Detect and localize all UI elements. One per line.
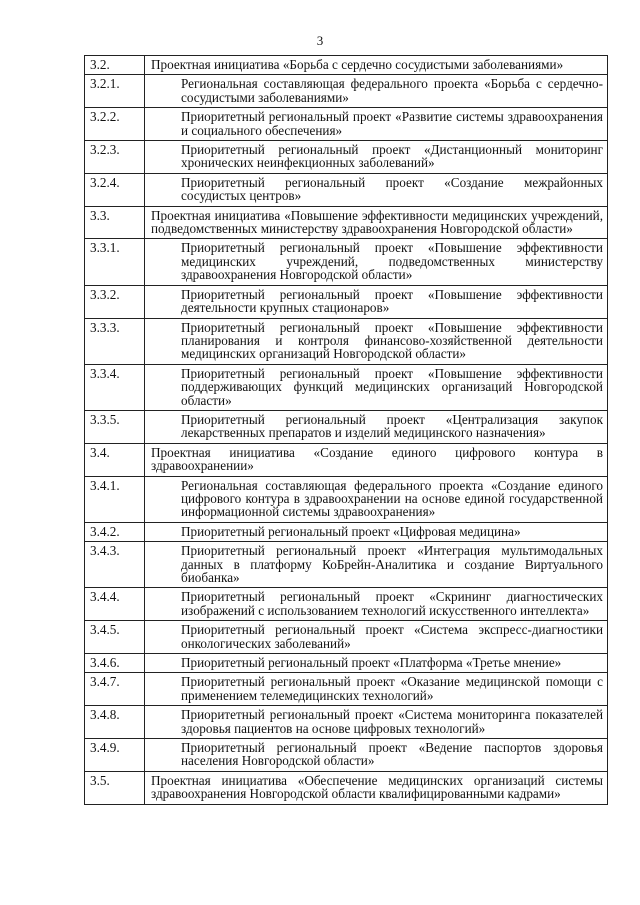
row-number: 3.3.1.: [85, 239, 145, 285]
row-number: 3.4.3.: [85, 542, 145, 588]
project-title: Приоритетный региональный проект «Платформа «Третье мнение»: [145, 654, 608, 673]
project-title: Приоритетный региональный проект «Интеграция мультимодальных данных в платформу КоБрейн-Аналитика и создание Виртуального биобанка»: [145, 542, 608, 588]
row-number: 3.5.: [85, 771, 145, 804]
initiative-title: Проектная инициатива «Повышение эффективности медицинских учреждений, подведомственных министерству здравоохранения Новгородской области»: [145, 206, 608, 239]
project-row: [85, 476, 608, 522]
row-number: 3.3.: [85, 206, 145, 239]
project-title: Региональная составляющая федерального проекта «Создание единого цифрового контура в здравоохранении на основе единой государственной информационной системы здравоохранения»: [145, 476, 608, 522]
row-number: 3.4.2.: [85, 522, 145, 541]
initiative-row: [85, 56, 608, 75]
project-title: Приоритетный региональный проект «Ведение паспортов здоровья населения Новгородской области»: [145, 739, 608, 772]
project-row: [85, 739, 608, 772]
row-number: 3.2.3.: [85, 141, 145, 174]
project-row: [85, 706, 608, 739]
project-title: Приоритетный региональный проект «Дистанционный мониторинг хронических неинфекционных заболеваний»: [145, 141, 608, 174]
project-title: Приоритетный региональный проект «Централизация закупок лекарственных препаратов и изделий медицинского назначения»: [145, 410, 608, 443]
row-number: 3.4.4.: [85, 588, 145, 621]
project-row: [85, 542, 608, 588]
row-number: 3.3.2.: [85, 285, 145, 318]
project-row: [85, 522, 608, 541]
initiative-row: [85, 771, 608, 804]
project-row: [85, 364, 608, 410]
project-row: [85, 673, 608, 706]
project-title: Приоритетный региональный проект «Система мониторинга показателей здоровья пациентов на основе цифровых технологий»: [145, 706, 608, 739]
row-number: 3.4.5.: [85, 621, 145, 654]
project-row: [85, 141, 608, 174]
page-number: 3: [316, 33, 324, 48]
project-title: Приоритетный региональный проект «Повышение эффективности деятельности крупных стационаров»: [145, 285, 608, 318]
project-row: [85, 239, 608, 285]
project-row: [85, 654, 608, 673]
project-title: Приоритетный региональный проект «Развитие системы здравоохранения и социального обеспечения»: [145, 108, 608, 141]
row-number: 3.4.9.: [85, 739, 145, 772]
row-number: 3.2.2.: [85, 108, 145, 141]
project-row: [85, 410, 608, 443]
project-title: Приоритетный региональный проект «Повышение эффективности медицинских учреждений, подведомственных министерству здравоохранения Новгородской области»: [145, 239, 608, 285]
project-row: [85, 108, 608, 141]
row-number: 3.4.7.: [85, 673, 145, 706]
row-number: 3.4.: [85, 443, 145, 476]
project-row: [85, 588, 608, 621]
project-row: [85, 173, 608, 206]
project-row: [85, 75, 608, 108]
initiative-title: Проектная инициатива «Борьба с сердечно сосудистыми заболеваниями»: [145, 56, 608, 75]
project-title: Приоритетный региональный проект «Цифровая медицина»: [145, 522, 608, 541]
project-row: [85, 621, 608, 654]
row-number: 3.3.5.: [85, 410, 145, 443]
project-title: Приоритетный региональный проект «Повышение эффективности поддерживающих функций медицинских организаций Новгородской области»: [145, 364, 608, 410]
initiative-row: [85, 443, 608, 476]
row-number: 3.2.: [85, 56, 145, 75]
row-number: 3.4.6.: [85, 654, 145, 673]
project-table-body: [85, 56, 608, 805]
initiative-title: Проектная инициатива «Создание единого цифрового контура в здравоохранении»: [145, 443, 608, 476]
row-number: 3.2.1.: [85, 75, 145, 108]
project-title: Приоритетный региональный проект «Повышение эффективности планирования и контроля финансово-хозяйственной деятельности медицинских организаций Новгородской области»: [145, 318, 608, 364]
project-row: [85, 318, 608, 364]
project-title: Региональная составляющая федерального проекта «Борьба с сердечно-сосудистыми заболеваниями»: [145, 75, 608, 108]
row-number: 3.2.4.: [85, 173, 145, 206]
project-table: [84, 55, 608, 805]
project-row: [85, 285, 608, 318]
project-title: Приоритетный региональный проект «Скрининг диагностических изображений с использованием технологий искусственного интеллекта»: [145, 588, 608, 621]
row-number: 3.4.1.: [85, 476, 145, 522]
project-title: Приоритетный региональный проект «Система экспресс-диагностики онкологических заболеваний»: [145, 621, 608, 654]
initiative-title: Проектная инициатива «Обеспечение медицинских организаций системы здравоохранения Новгородской области квалифицированными кадрами»: [145, 771, 608, 804]
project-title: Приоритетный региональный проект «Создание межрайонных сосудистых центров»: [145, 173, 608, 206]
row-number: 3.4.8.: [85, 706, 145, 739]
initiative-row: [85, 206, 608, 239]
row-number: 3.3.3.: [85, 318, 145, 364]
project-title: Приоритетный региональный проект «Оказание медицинской помощи с применением телемедицинских технологий»: [145, 673, 608, 706]
row-number: 3.3.4.: [85, 364, 145, 410]
